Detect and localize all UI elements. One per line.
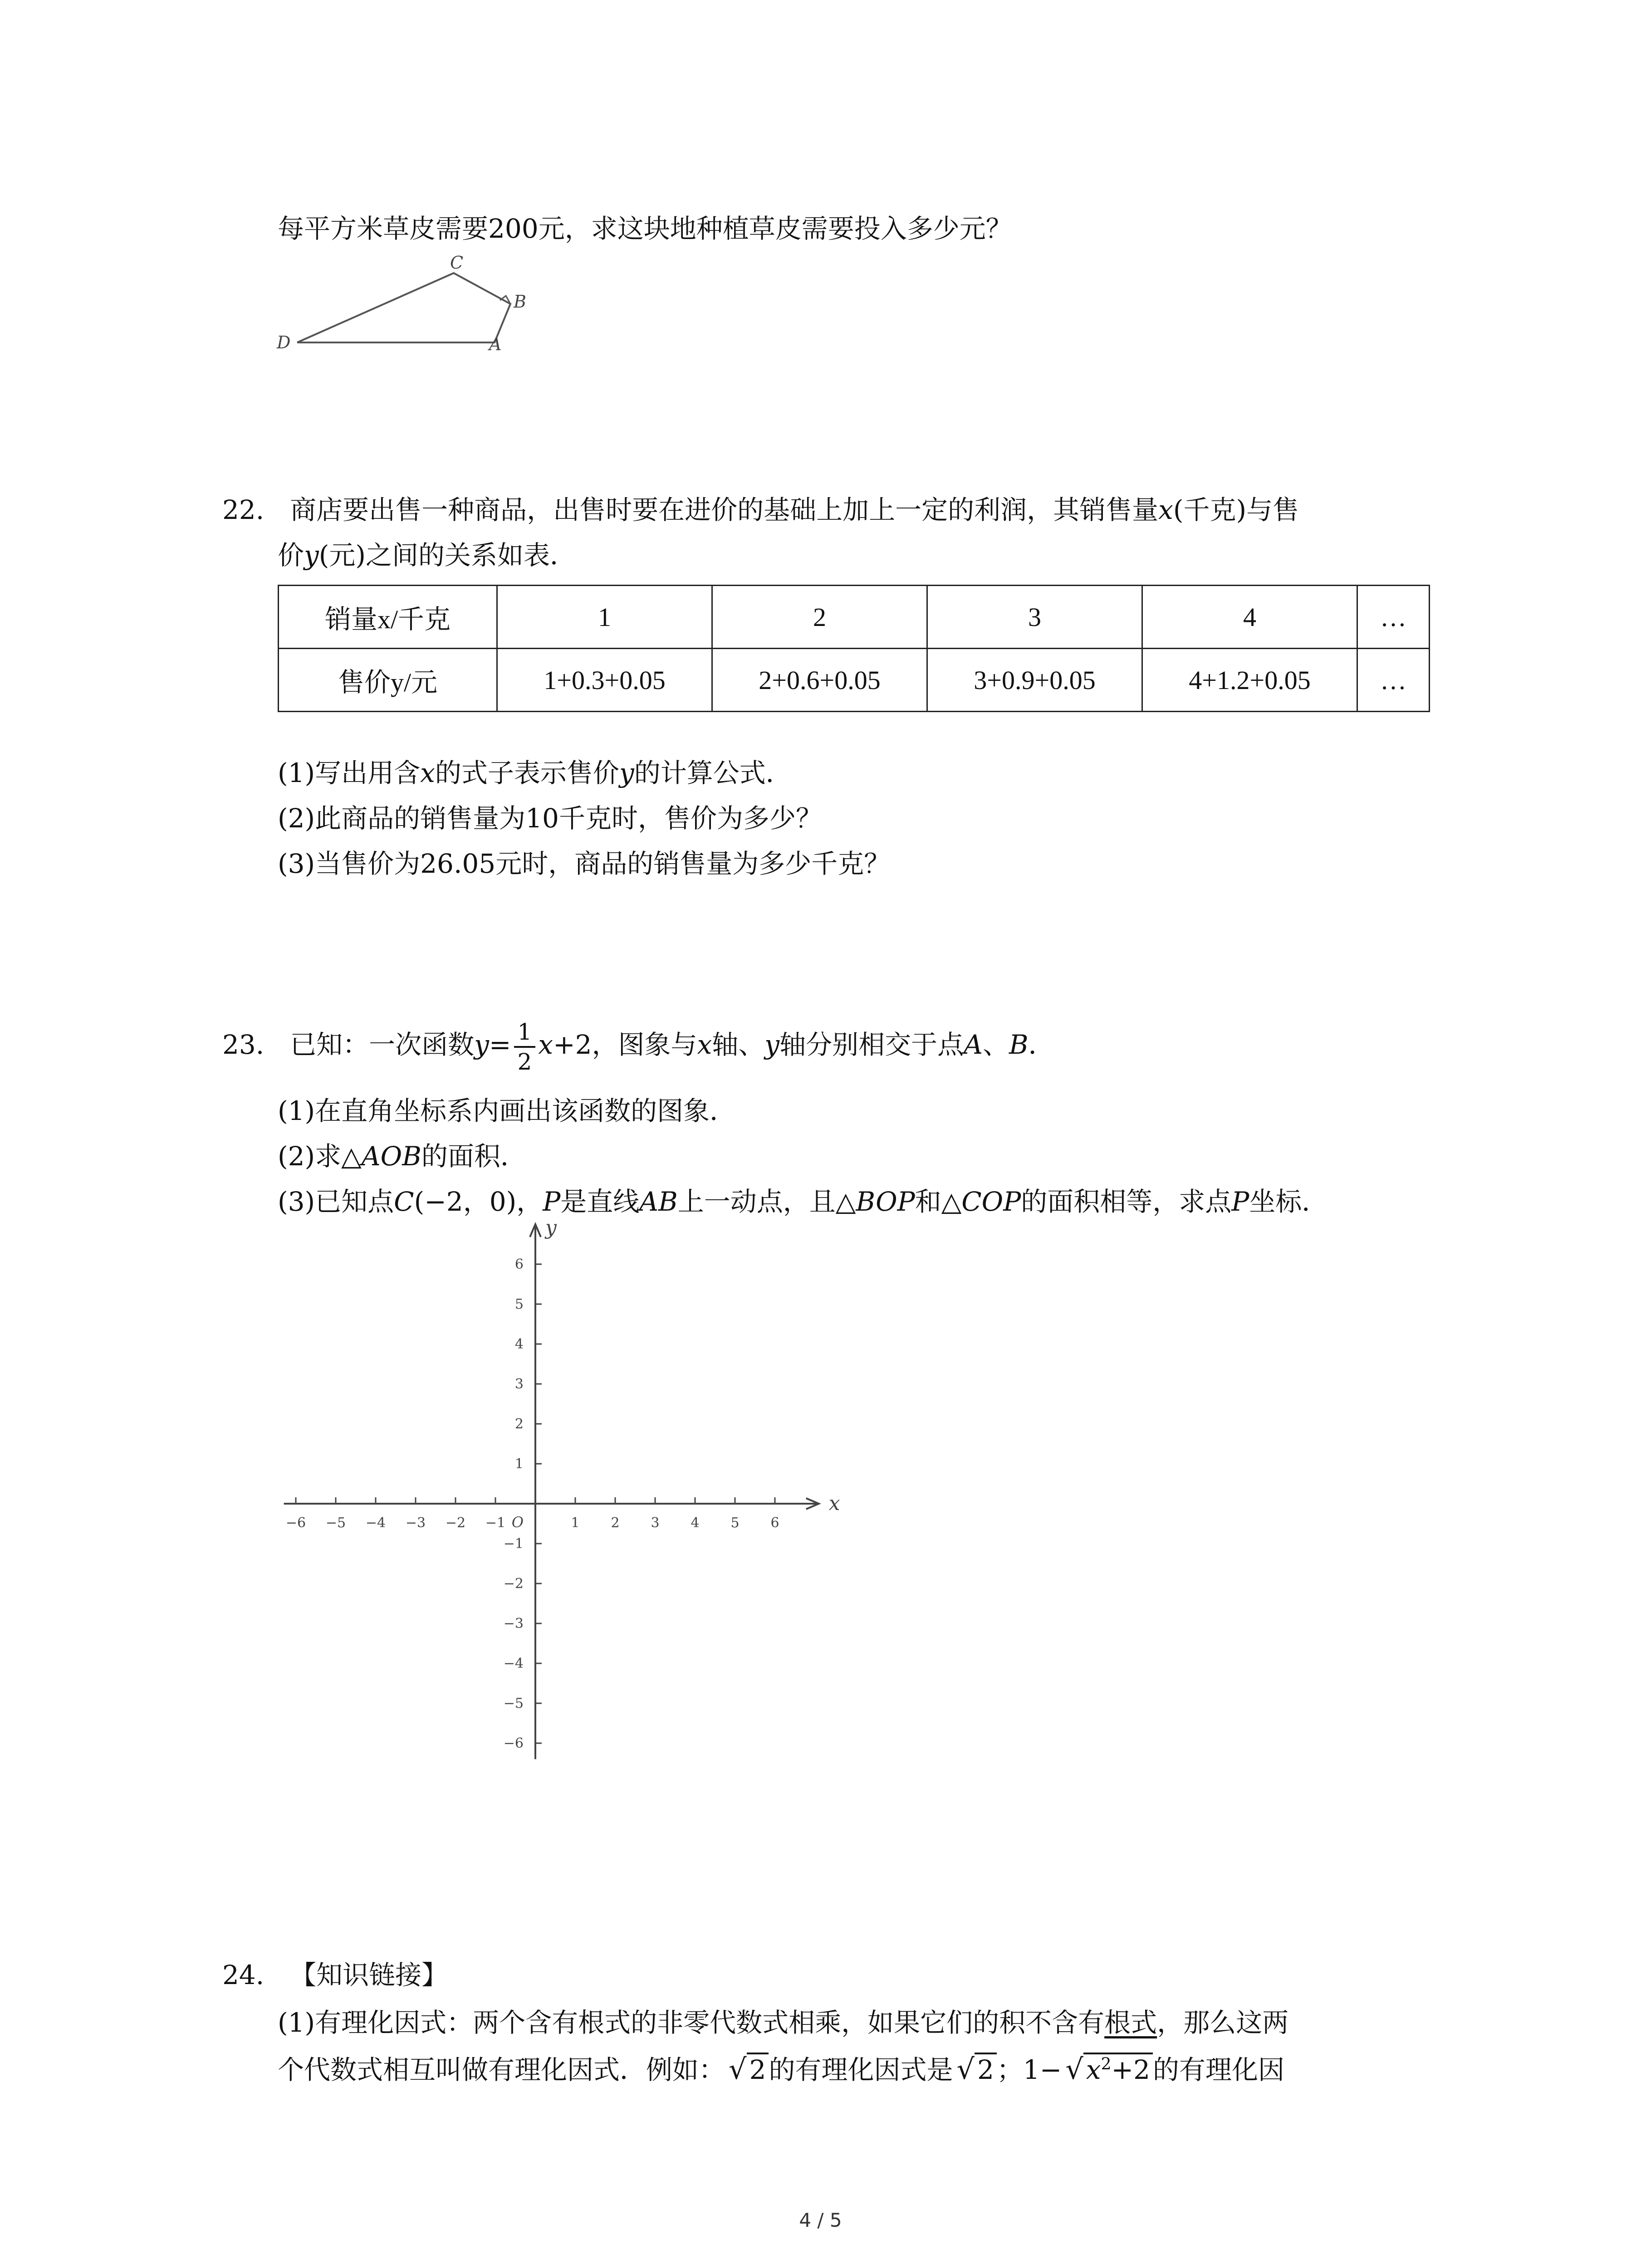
q23-stem-d: 轴分别相交于点 xyxy=(779,1029,964,1061)
y-tick-label: 5 xyxy=(514,1296,524,1312)
fraction-numerator: 1 xyxy=(514,1021,536,1048)
q23-sub1: (1)在直角坐标系内画出该函数的图象． xyxy=(278,1095,736,1126)
q23-sub3-b: (−2，0)， xyxy=(414,1186,543,1217)
x-tick-label: −6 xyxy=(285,1515,306,1531)
table-cell: 4 xyxy=(1142,586,1357,649)
radicand xyxy=(1083,2053,1153,2085)
q22-sub1 xyxy=(278,758,792,789)
y-axis-label: y xyxy=(545,1216,557,1239)
radical-sign-icon: √ xyxy=(1065,2053,1083,2086)
x-tick-label: −2 xyxy=(445,1515,466,1531)
x-tick-label: −4 xyxy=(365,1515,386,1531)
q23-stem-point-b: B xyxy=(1009,1029,1029,1061)
radicand: 2 xyxy=(747,2053,769,2085)
table-cell: 4+1.2+0.05 xyxy=(1142,649,1357,712)
q22-line1-b: (千克)与售 xyxy=(1173,494,1299,525)
x-tick-label: 6 xyxy=(770,1515,779,1531)
q23-sub3-c-point: C xyxy=(394,1186,414,1217)
q23-sub3-a: (3)已知点 xyxy=(278,1186,394,1217)
fraction-denominator: 2 xyxy=(517,1049,532,1075)
q22-sub1-y: y xyxy=(619,758,634,788)
q23-stem-e: 、 xyxy=(982,1029,1009,1061)
q23-sub3-p2: P xyxy=(1231,1186,1249,1217)
sqrt-x-squared-plus-two xyxy=(1062,2053,1153,2086)
q23-stem-y: y xyxy=(474,1029,489,1061)
page-number: 4 / 5 xyxy=(799,2209,842,2231)
coordinate-axes xyxy=(254,1216,844,1769)
x-axis-label: x xyxy=(828,1492,840,1515)
y-tick-label: −6 xyxy=(503,1735,524,1751)
x-tick-label: −3 xyxy=(405,1515,426,1531)
q23-sub3-g: 坐标． xyxy=(1249,1186,1328,1217)
label-a: A xyxy=(489,334,502,354)
q23-stem-y2: y xyxy=(764,1029,780,1061)
q23-stem-point-a: A xyxy=(964,1029,983,1061)
q23-sub3-p: P xyxy=(543,1186,561,1217)
q22-line1-a: 商店要出售一种商品，出售时要在进价的基础上加上一定的利润，其销售量 xyxy=(290,494,1159,525)
table-row xyxy=(279,586,1430,649)
radicand-exponent: 2 xyxy=(1101,2055,1112,2074)
table-cell: … xyxy=(1357,586,1430,649)
radicand-plus: +2 xyxy=(1111,2054,1151,2085)
q23-stem-eq: = xyxy=(489,1029,511,1061)
radicand-x: x xyxy=(1086,2054,1101,2085)
table-header-cell: 销量x/千克 xyxy=(279,586,497,649)
y-tick-label: 6 xyxy=(514,1256,524,1272)
radical-sign-icon: √ xyxy=(729,2053,747,2086)
label-d: D xyxy=(277,332,291,352)
q22-sub1-a: (1)写出用含 xyxy=(278,758,421,788)
q23-stem xyxy=(222,1021,1055,1073)
y-tick-label: −5 xyxy=(503,1696,524,1711)
q22-sub3: (3)当售价为26.05元时，商品的销售量为多少千克？ xyxy=(278,848,891,879)
q22-line2 xyxy=(278,540,576,572)
q23-sub3-e: 和△ xyxy=(915,1186,962,1217)
q23-sub2-aob: AOB xyxy=(361,1141,421,1172)
q23-stem-f: ． xyxy=(1028,1029,1055,1061)
q23-sub3-bop: BOP xyxy=(856,1186,915,1217)
y-tick-label: −4 xyxy=(503,1656,524,1672)
q21-tail-line: 每平方米草皮需要200元，求这块地种植草皮需要投入多少元？ xyxy=(278,213,1012,244)
table-cell: 1 xyxy=(497,586,712,649)
q22-line2-a: 价 xyxy=(278,540,304,571)
sales-price-table xyxy=(278,585,1430,712)
q23-sub3-cop: COP xyxy=(961,1186,1021,1217)
q24-line2-a: 个代数式相互叫做有理化因式．例如： xyxy=(278,2054,725,2085)
table-header-cell: 售价y/元 xyxy=(279,649,497,712)
quadrilateral-outline xyxy=(297,273,510,342)
quadrilateral-figure xyxy=(272,254,544,358)
q24-line2 xyxy=(278,2053,1284,2086)
q24-line2-b: 的有理化因式是 xyxy=(769,2054,953,2085)
y-tick-label: −2 xyxy=(503,1576,524,1592)
x-tick-label: 1 xyxy=(571,1515,580,1531)
radical-sign-icon: √ xyxy=(956,2053,975,2086)
q22-number: 22. xyxy=(222,494,265,525)
radicand: 2 xyxy=(975,2053,997,2085)
label-b: B xyxy=(514,292,526,312)
q24-title-line xyxy=(222,1960,448,1991)
q23-sub2-c: 的面积． xyxy=(421,1141,527,1172)
y-tick-label: −3 xyxy=(503,1616,524,1632)
q23-sub3 xyxy=(278,1186,1328,1218)
q24-number: 24. xyxy=(222,1960,265,1990)
q24-line2-d: 的有理化因 xyxy=(1153,2054,1285,2085)
y-tick-label: 2 xyxy=(514,1416,524,1432)
q23-number: 23. xyxy=(222,1029,265,1061)
q24-line1-a: (1)有理化因式：两个含有根式的非零代数式相乘，如果它们的积不含有 xyxy=(278,2007,1105,2038)
q24-line1-underlined: 根式 xyxy=(1104,2007,1157,2038)
table-cell: 3 xyxy=(927,586,1142,649)
q23-sub3-c: 是直线 xyxy=(560,1186,640,1217)
q23-stem-a: 已知：一次函数 xyxy=(290,1029,475,1061)
q23-stem-b: +2，图象与 xyxy=(553,1029,697,1061)
table-cell: 3+0.9+0.05 xyxy=(927,649,1142,712)
q22-var-x: x xyxy=(1158,494,1173,525)
label-c: C xyxy=(450,254,464,273)
x-tick-label: −1 xyxy=(485,1515,506,1531)
q24-line1 xyxy=(278,2007,1288,2039)
table-cell: 2 xyxy=(712,586,927,649)
y-tick-label: −1 xyxy=(503,1536,524,1552)
y-tick-label: 1 xyxy=(514,1456,524,1472)
q23-stem-x2: x xyxy=(697,1029,712,1061)
q22-sub2: (2)此商品的销售量为10千克时，售价为多少？ xyxy=(278,803,822,834)
table-row xyxy=(279,649,1430,712)
q24-title: 【知识链接】 xyxy=(290,1960,448,1990)
q23-sub2 xyxy=(278,1141,527,1173)
q22-sub1-b: 的式子表示售价 xyxy=(435,758,619,788)
origin-label: O xyxy=(511,1514,524,1531)
table-cell: … xyxy=(1357,649,1430,712)
q22-line1 xyxy=(222,494,1299,526)
q22-line2-b: (元)之间的关系如表． xyxy=(318,540,577,571)
y-tick-label: 3 xyxy=(514,1376,524,1392)
q24-line1-b: ，那么这两 xyxy=(1157,2007,1289,2038)
q22-sub1-x: x xyxy=(420,758,435,788)
q23-sub2-a: (2)求△ xyxy=(278,1141,362,1172)
q23-sub3-f: 的面积相等，求点 xyxy=(1021,1186,1232,1217)
sqrt-two-expression xyxy=(725,2053,769,2086)
q23-stem-c: 轴、 xyxy=(712,1029,765,1061)
x-tick-label: 3 xyxy=(651,1515,660,1531)
table-cell: 1+0.3+0.05 xyxy=(497,649,712,712)
y-tick-label: 4 xyxy=(514,1336,524,1352)
fraction-one-half xyxy=(514,1021,536,1073)
q22-var-y: y xyxy=(304,540,319,571)
q24-line2-c: ；1− xyxy=(996,2054,1062,2085)
q23-sub3-ab: AB xyxy=(639,1186,678,1217)
x-tick-label: −5 xyxy=(325,1515,346,1531)
sqrt-two-expression xyxy=(953,2053,996,2086)
q23-stem-x: x xyxy=(538,1029,554,1061)
q23-sub3-d: 上一动点，且△ xyxy=(677,1186,856,1217)
q22-sub1-c: 的计算公式． xyxy=(634,758,792,788)
table-cell: 2+0.6+0.05 xyxy=(712,649,927,712)
x-tick-label: 5 xyxy=(730,1515,740,1531)
x-tick-label: 2 xyxy=(611,1515,620,1531)
x-tick-label: 4 xyxy=(691,1515,700,1531)
